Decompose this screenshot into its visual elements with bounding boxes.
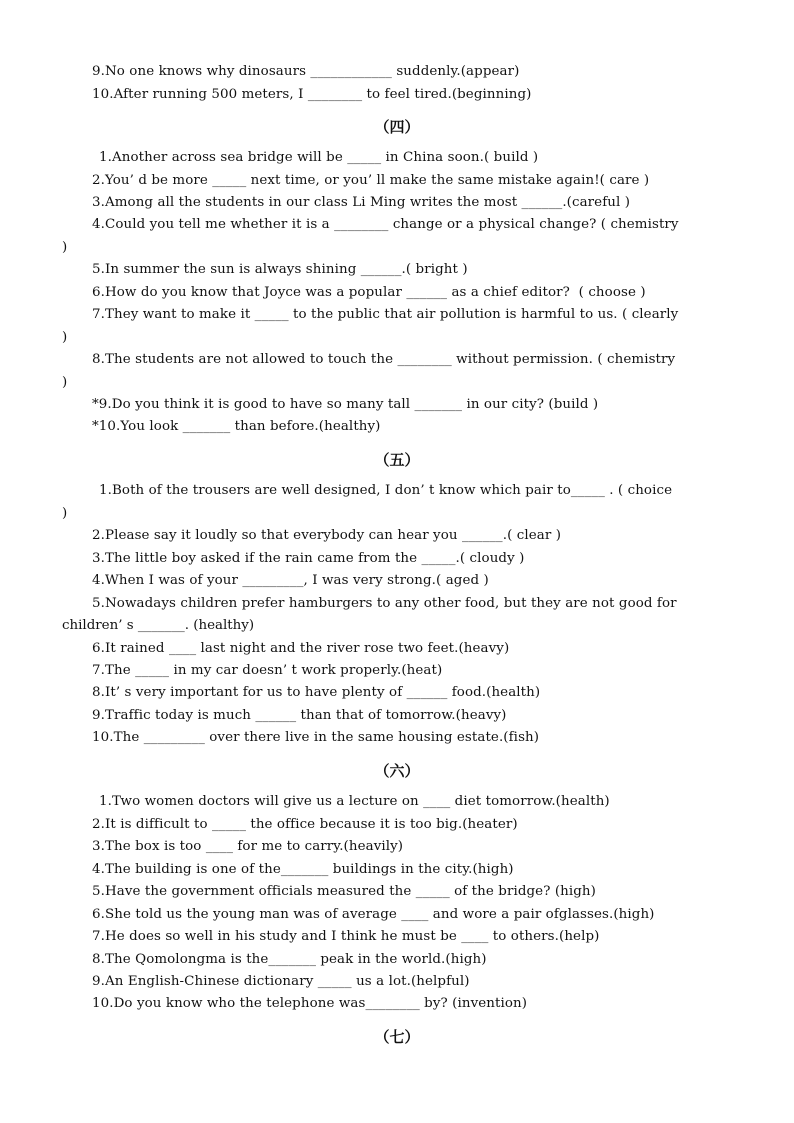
s6-question-3: 3.The box is too ____ for me to carry.(heavily) bbox=[92, 839, 404, 854]
s4-question-3: 3.Among all the students in our class Li Ming writes the most ______.(careful ) bbox=[92, 195, 631, 210]
s5-question-5-continuation: children’ s _______. (healthy) bbox=[62, 618, 255, 633]
s5-question-10: 10.The _________ over there live in the same housing estate.(fish) bbox=[92, 730, 540, 745]
section-heading-4: （四） bbox=[374, 118, 420, 136]
s5-question-2: 2.Please say it loudly so that everybody can hear you ______.( clear ) bbox=[92, 528, 562, 543]
s4-question-4: 4.Could you tell me whether it is a ________ change or a physical change? ( chemistry bbox=[92, 217, 679, 232]
section-heading-7: （七） bbox=[374, 1028, 420, 1046]
s6-question-9: 9.An English-Chinese dictionary _____ us a lot.(helpful) bbox=[92, 974, 470, 989]
s5-question-7: 7.The _____ in my car doesn’ t work properly.(heat) bbox=[92, 663, 443, 678]
s4-question-2: 2.You’ d be more _____ next time, or you’ ll make the same mistake again!( care ) bbox=[92, 173, 650, 188]
s4-question-9: *9.Do you think it is good to have so many tall _______ in our city? (build ) bbox=[92, 397, 599, 412]
s5-question-9: 9.Traffic today is much ______ than that of tomorrow.(heavy) bbox=[92, 708, 507, 723]
s5-question-1: 1.Both of the trousers are well designed, I don’ t know which pair to_____ . ( choice bbox=[99, 483, 673, 498]
s6-question-10: 10.Do you know who the telephone was________ by? (invention) bbox=[92, 996, 528, 1011]
section-heading-5: （五） bbox=[374, 451, 420, 469]
s5-question-5: 5.Nowadays children prefer hamburgers to any other food, but they are not good for bbox=[92, 596, 677, 611]
s6-question-6: 6.She told us the young man was of average ____ and wore a pair ofglasses.(high) bbox=[92, 907, 655, 922]
s6-question-2: 2.It is difficult to _____ the office because it is too big.(heater) bbox=[92, 817, 518, 832]
s5-question-8: 8.It’ s very important for us to have plenty of ______ food.(health) bbox=[92, 685, 541, 700]
s6-question-7: 7.He does so well in his study and I think he must be ____ to others.(help) bbox=[92, 929, 600, 944]
s4-question-7: 7.They want to make it _____ to the public that air pollution is harmful to us. ( clearly bbox=[92, 307, 679, 322]
s4-question-4-continuation: ) bbox=[62, 240, 68, 255]
s6-question-1: 1.Two women doctors will give us a lecture on ____ diet tomorrow.(health) bbox=[99, 794, 610, 809]
s5-question-4: 4.When I was of your _________, I was very strong.( aged ) bbox=[92, 573, 489, 588]
s5-question-3: 3.The little boy asked if the rain came from the _____.( cloudy ) bbox=[92, 551, 525, 566]
s4-question-8: 8.The students are not allowed to touch the ________ without permission. ( chemistry bbox=[92, 352, 676, 367]
question-top-9: 9.No one knows why dinosaurs ____________ suddenly.(appear) bbox=[92, 64, 520, 79]
s6-question-4: 4.The building is one of the_______ buildings in the city.(high) bbox=[92, 862, 514, 877]
question-top-10: 10.After running 500 meters, I ________ to feel tired.(beginning) bbox=[92, 87, 532, 102]
s5-question-6: 6.It rained ____ last night and the river rose two feet.(heavy) bbox=[92, 641, 510, 656]
s4-question-8-continuation: ) bbox=[62, 375, 68, 390]
s6-question-5: 5.Have the government officials measured the _____ of the bridge? (high) bbox=[92, 884, 596, 899]
s4-question-5: 5.In summer the sun is always shining ______.( bright ) bbox=[92, 262, 468, 277]
s4-question-1: 1.Another across sea bridge will be _____ in China soon.( build ) bbox=[99, 150, 539, 165]
s4-question-6: 6.How do you know that Joyce was a popular ______ as a chief editor? ( choose ) bbox=[92, 285, 646, 300]
s5-question-1-continuation: ) bbox=[62, 506, 68, 521]
s4-question-10: *10.You look _______ than before.(healthy) bbox=[92, 419, 381, 434]
s6-question-8: 8.The Qomolongma is the_______ peak in the world.(high) bbox=[92, 952, 487, 967]
s4-question-7-continuation: ) bbox=[62, 330, 68, 345]
section-heading-6: （六） bbox=[374, 762, 420, 780]
